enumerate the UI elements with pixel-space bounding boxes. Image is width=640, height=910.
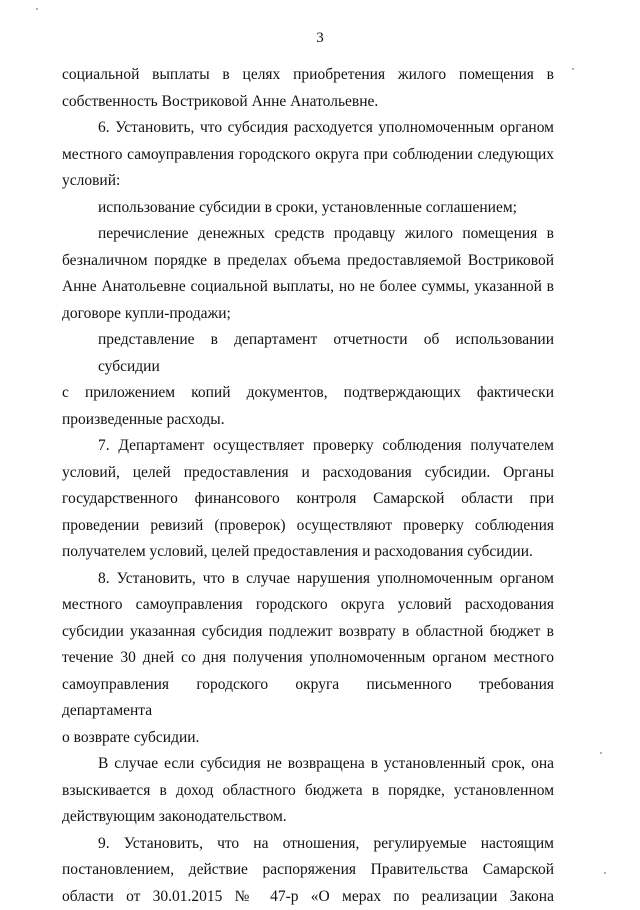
text-line: 6. Установить, что субсидия расходуется уполномоченным органом (62, 115, 554, 142)
text-line: перечисление денежных средств продавцу жилого помещения в (62, 221, 554, 248)
text-line: произведенные расходы. (62, 407, 554, 434)
text-line: области от 30.01.2015 № 47-р «О мерах по реализации Закона (62, 884, 554, 910)
scan-speck (36, 8, 38, 10)
text-line: условий: (62, 168, 554, 195)
text-line: 9. Установить, что на отношения, регулируемые настоящим (62, 831, 554, 858)
text-line: получателем условий, целей предоставления и расходования субсидии. (62, 539, 554, 566)
text-line: течение 30 дней со дня получения уполномоченным органом местного (62, 645, 554, 672)
text-line: договоре купли-продажи; (62, 301, 554, 328)
text-line: действующим законодательством. (62, 804, 554, 831)
text-line: использование субсидии в сроки, установленные соглашением; (62, 195, 554, 222)
text-line: субсидии указанная субсидия подлежит возврату в областной бюджет в (62, 619, 554, 646)
text-line: 8. Установить, что в случае нарушения уполномоченным органом (62, 566, 554, 593)
text-line: с приложением копий документов, подтверждающих фактически (62, 380, 554, 407)
page-number: 3 (0, 30, 640, 47)
text-line: государственного финансового контроля Самарской области при (62, 486, 554, 513)
text-line: местного самоуправления городского округа условий расходования (62, 592, 554, 619)
scan-speck (572, 68, 574, 70)
text-line: безналичном порядке в пределах объема предоставляемой Востриковой (62, 248, 554, 275)
text-line: В случае если субсидия не возвращена в установленный срок, она (62, 751, 554, 778)
document-body (62, 62, 554, 910)
text-line: 7. Департамент осуществляет проверку соблюдения получателем (62, 433, 554, 460)
text-line: о возврате субсидии. (62, 725, 554, 752)
text-line: постановлением, действие распоряжения Правительства Самарской (62, 857, 554, 884)
text-line: собственность Востриковой Анне Анатольевне. (62, 89, 554, 116)
text-line: представление в департамент отчетности об использовании субсидии (62, 327, 554, 380)
text-line: самоуправления городского округа письменного требования департамента (62, 672, 554, 725)
text-line: Анне Анатольевне социальной выплаты, но не более суммы, указанной в (62, 274, 554, 301)
text-line: проведении ревизий (проверок) осуществляют проверку соблюдения (62, 513, 554, 540)
text-line: взыскивается в доход областного бюджета в порядке, установленном (62, 778, 554, 805)
scan-speck (600, 752, 602, 754)
text-line: условий, целей предоставления и расходования субсидии. Органы (62, 460, 554, 487)
scan-speck (604, 872, 606, 874)
text-line: социальной выплаты в целях приобретения жилого помещения в (62, 62, 554, 89)
text-line: местного самоуправления городского округа при соблюдении следующих (62, 142, 554, 169)
